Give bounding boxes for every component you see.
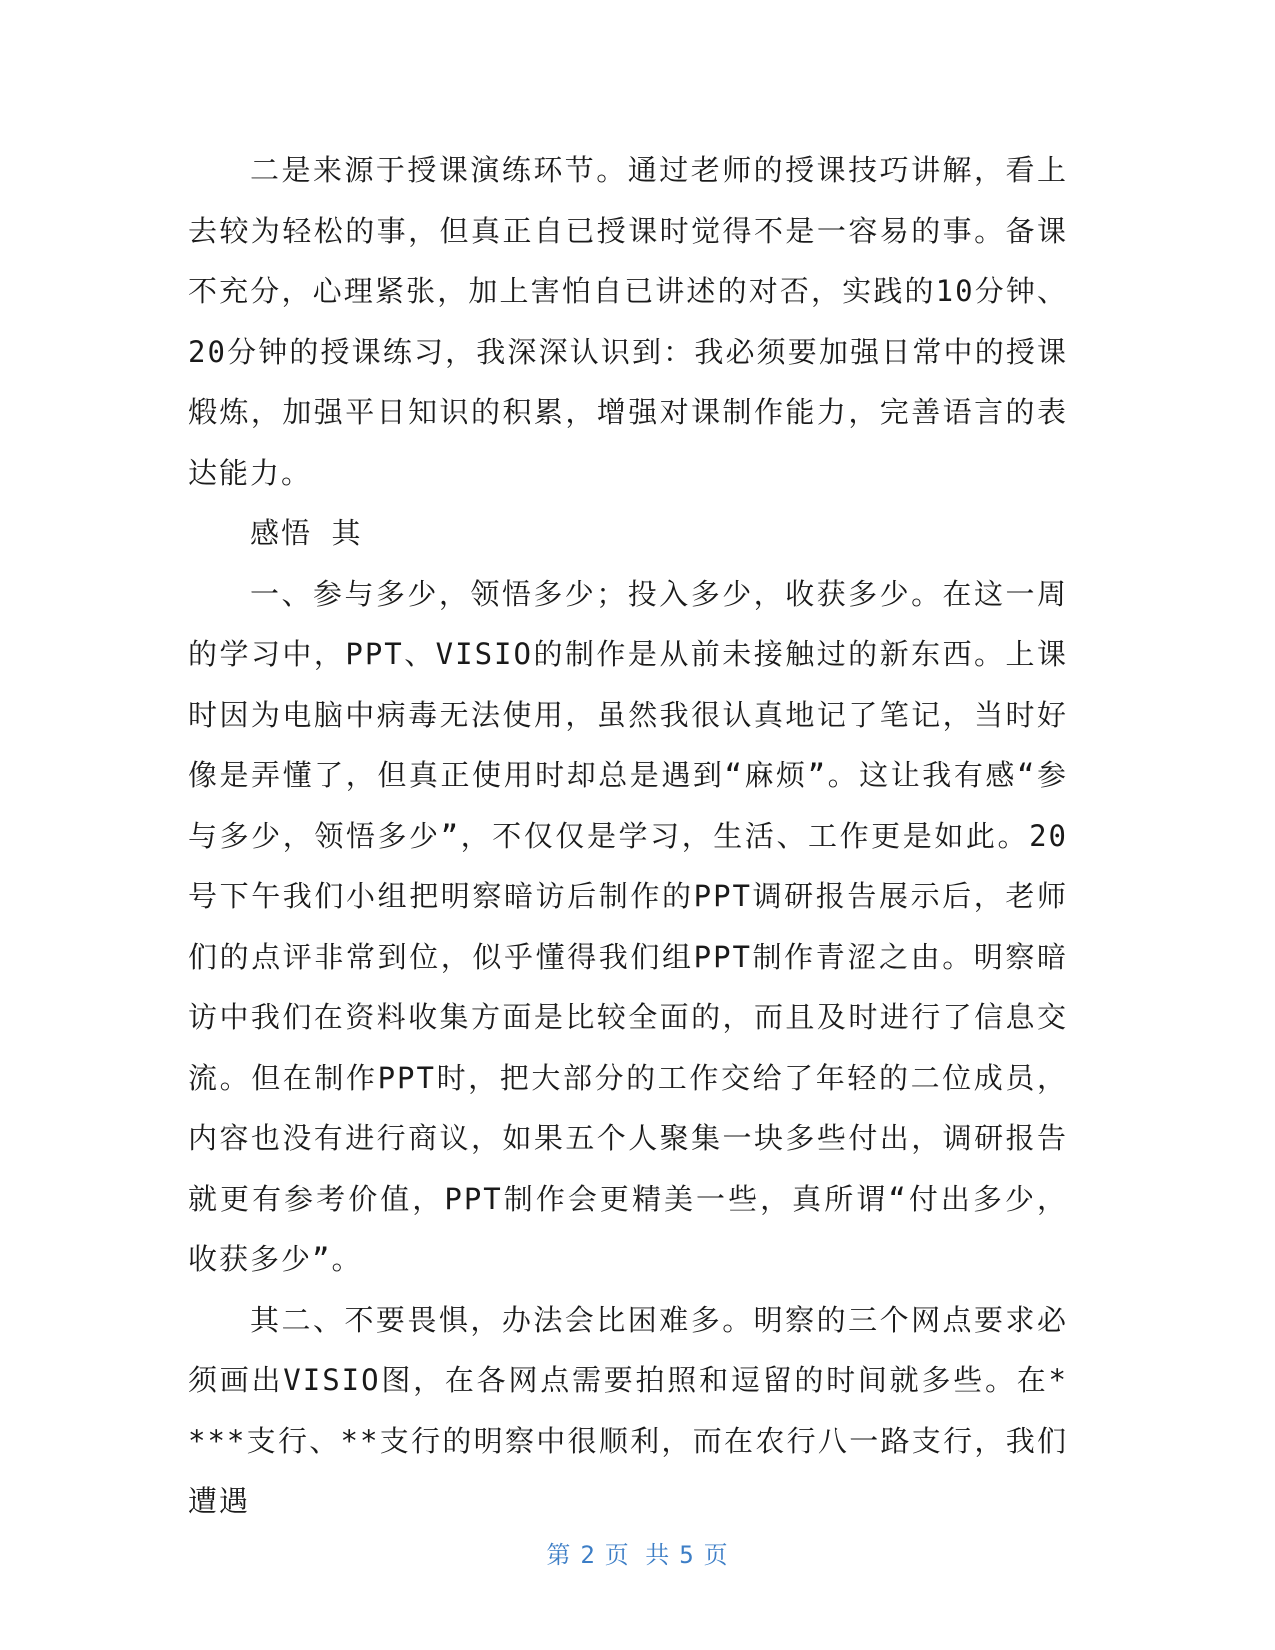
paragraph-participation: 一、参与多少，领悟多少；投入多少，收获多少。在这一周的学习中，PPT、VISIO的制作是从前未接触过的新东西。上课时因为电脑中病毒无法使用，虽然我很认真地记了笔记，当时好像是弄懂了，但真正使用时却总是遇到“麻烦”。这让我有感“参与多少，领悟多少”，不仅仅是学习，生活、工作更是如此。20号下午我们小组把明察暗访后制作的PPT调研报告展示后，老师们的点评非常到位，似乎懂得我们组PPT制作青涩之由。明察暗访中我们在资料收集方面是比较全面的，而且及时进行了信息交流。但在制作PPT时，把大部分的工作交给了年轻的二位成员，内容也没有进行商议，如果五个人聚集一块多些付出，调研报告就更有参考价值，PPT制作会更精美一些，真所谓“付出多少，收获多少”。 (188, 576, 1068, 1276)
footer-page-number: 2 (580, 1541, 596, 1569)
paragraph-teaching-practice: 二是来源于授课演练环节。通过老师的授课技巧讲解，看上去较为轻松的事，但真正自已授课时觉得不是一容易的事。备课不充分，心理紧张，加上害怕自已讲述的对否，实践的10分钟、20分钟的授课练习，我深深认识到：我必须要加强日常中的授课煅炼，加强平日知识的积累，增强对课制作能力，完善语言的表达能力。 (188, 153, 1068, 490)
footer-total-pages: 5 (679, 1541, 695, 1569)
footer-prefix: 第 (546, 1541, 572, 1569)
paragraph-no-fear: 其二、不要畏惧，办法会比困难多。明察的三个网点要求必须画出VISIO图，在各网点需要拍照和逗留的时间就多些。在****支行、**支行的明察中很顺利，而在农行八一路支行，我们遭遇 (188, 1302, 1068, 1518)
document-body (188, 140, 1068, 1532)
page-footer (0, 1535, 1275, 1570)
footer-middle: 页 共 (604, 1541, 671, 1569)
paragraph-heading-insight: 感悟 其 (250, 516, 363, 550)
footer-suffix: 页 (703, 1541, 729, 1569)
